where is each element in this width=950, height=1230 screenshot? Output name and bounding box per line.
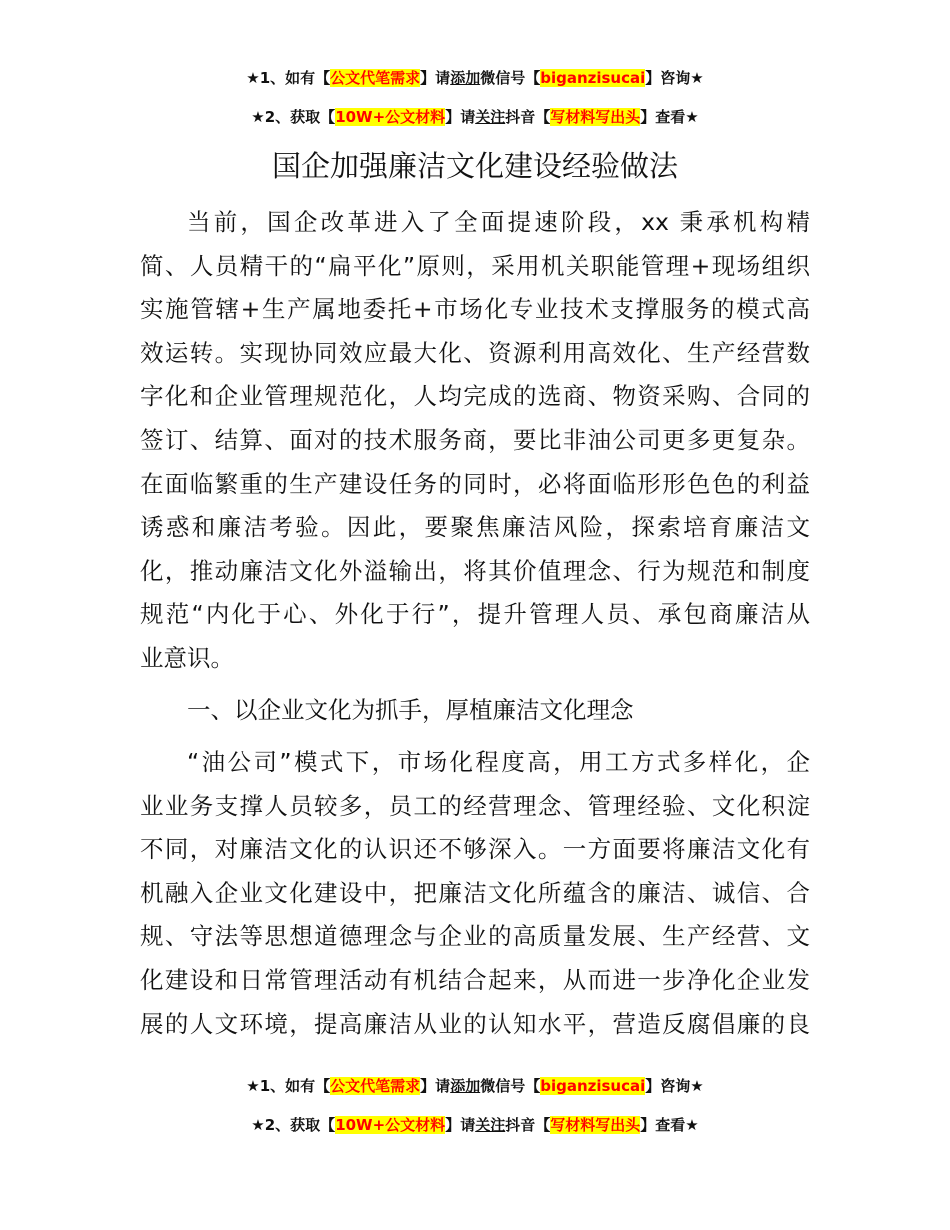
- footer-banner-line-2: [0, 1114, 950, 1136]
- banner-text: ★1、如有【: [246, 69, 331, 87]
- underlined-add: 添加: [450, 69, 481, 87]
- highlight-wechat-id: biganzisucai: [540, 69, 646, 87]
- underlined-follow: 关注: [475, 108, 506, 126]
- paragraph-intro: [140, 201, 810, 681]
- text-line: 展的人文环境，提高廉洁从业的认知水平，营造反腐倡廉的良: [140, 1009, 810, 1038]
- text-line: 字化和企业管理规范化，人均完成的选商、物资采购、合同的: [140, 382, 810, 411]
- header-banner-line-1: [0, 67, 950, 89]
- text-line: 不同，对廉洁文化的认识还不够深入。一方面要将廉洁文化有: [140, 835, 810, 864]
- banner-text: 微信号【: [480, 1077, 541, 1095]
- paragraph-section-1: [140, 741, 810, 1046]
- underlined-follow: 关注: [475, 1116, 506, 1134]
- highlight-douyin-account: 写材料写出头: [550, 1116, 641, 1134]
- text-line: 效运转。实现协同效应最大化、资源利用高效化、生产经营数: [140, 338, 810, 367]
- highlight-materials: 10W+公文材料: [335, 108, 446, 126]
- banner-text: ★2、获取【: [251, 108, 336, 126]
- text-line: 化建设和日常管理活动有机结合起来，从而进一步净化企业发: [140, 965, 810, 994]
- highlight-wechat-id: biganzisucai: [540, 1077, 646, 1095]
- banner-text: 】查看★: [640, 108, 699, 126]
- highlight-materials: 10W+公文材料: [335, 1116, 446, 1134]
- text-line: 化，推动廉洁文化外溢输出，将其价值理念、行为规范和制度: [140, 556, 810, 585]
- document-title: 国企加强廉洁文化建设经验做法: [271, 149, 678, 183]
- banner-text: ★2、获取【: [251, 1116, 336, 1134]
- text-line: 实施管辖+生产属地委托+市场化专业技术支撑服务的模式高: [140, 295, 810, 324]
- text-line: 签订、结算、面对的技术服务商，要比非油公司更多更复杂。: [140, 425, 810, 454]
- header-banner-line-2: [0, 106, 950, 128]
- text-line: 当前，国企改革进入了全面提速阶段，xx 秉承机构精: [187, 208, 810, 236]
- footer-banner-line-1: [0, 1075, 950, 1097]
- heading-text: 一、以企业文化为抓手，厚植廉洁文化理念: [187, 696, 634, 724]
- text-line: 在面临繁重的生产建设任务的同时，必将面临形形色色的利益: [140, 469, 810, 498]
- banner-text: 】咨询★: [645, 1077, 704, 1095]
- banner-text: 】请: [445, 108, 476, 126]
- section-heading-1: [140, 689, 810, 733]
- highlight-ghostwriting: 公文代笔需求: [330, 69, 421, 87]
- text-line: 简、人员精干的“扁平化”原则，采用机关职能管理+现场组织: [140, 251, 810, 280]
- text-line: 规范“内化于心、外化于行”，提升管理人员、承包商廉洁从: [140, 600, 810, 629]
- highlight-douyin-account: 写材料写出头: [550, 108, 641, 126]
- text-line: “油公司”模式下，市场化程度高，用工方式多样化，企: [187, 748, 810, 776]
- banner-text: 】请: [420, 1077, 451, 1095]
- banner-text: ★1、如有【: [246, 1077, 331, 1095]
- text-line: 业意识。: [140, 643, 234, 672]
- banner-text: 】请: [420, 69, 451, 87]
- text-line: 诱惑和廉洁考验。因此，要聚焦廉洁风险，探索培育廉洁文: [140, 513, 810, 542]
- text-line: 规、守法等思想道德理念与企业的高质量发展、生产经营、文: [140, 922, 810, 951]
- banner-text: 抖音【: [505, 1116, 551, 1134]
- text-line: 业业务支撑人员较多，员工的经营理念、管理经验、文化积淀: [140, 791, 810, 820]
- banner-text: 】查看★: [640, 1116, 699, 1134]
- underlined-add: 添加: [450, 1077, 481, 1095]
- text-line: 机融入企业文化建设中，把廉洁文化所蕴含的廉洁、诚信、合: [140, 878, 810, 907]
- banner-text: 抖音【: [505, 108, 551, 126]
- banner-text: 】咨询★: [645, 69, 704, 87]
- banner-text: 】请: [445, 1116, 476, 1134]
- banner-text: 微信号【: [480, 69, 541, 87]
- highlight-ghostwriting: 公文代笔需求: [330, 1077, 421, 1095]
